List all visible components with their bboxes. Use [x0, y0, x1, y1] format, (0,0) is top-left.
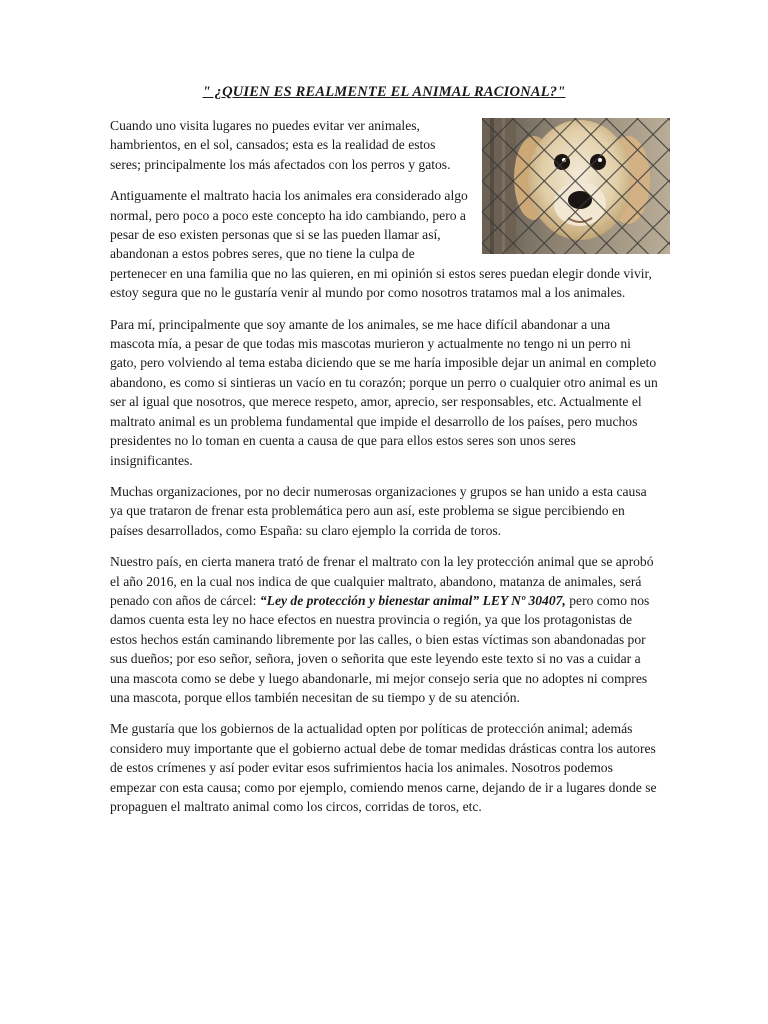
- paragraph-5: [110, 552, 658, 707]
- paragraph-5-before: Nuestro país, en cierta manera trató de frenar el maltrato con la ley protección animal que se aprobó el año 2016, en la cual nos indica de que cualquier maltrato, abandono, matanza de animales, será penado con años de cárcel:: [110, 554, 654, 608]
- paragraph-6: Me gustaría que los gobiernos de la actualidad opten por políticas de protección animal; además considero muy importante que el gobierno actual debe de tomar medidas drásticas contra los autores de estos crímenes y así poder evitar esos sufrimientos hacia los animales. Nosotros podemos empezar con esta causa; como por ejemplo, comiendo menos carne, dejando de ir a lugares donde se propaguen el maltrato animal como los circos, corridas de toros, etc.: [110, 721, 657, 814]
- paragraph-3: Para mí, principalmente que soy amante de los animales, se me hace difícil abandonar a una mascota mía, a pesar de que todas mis mascotas murieron y actualmente no tengo ni un perro ni gato, pero volviendo al tema estaba diciendo que se me haría imposible dejar un animal en completo abandono, es como si sintieras un vacío en tu corazón; porque un perro o cualquier otro animal es un ser al igual que nosotros, que merece respeto, amor, aprecio, ser responsables, etc. Actualmente el maltrato animal es un problema fundamental que impide el desarrollo de los países, pero muchos presidentes no lo toman en cuenta a causa de que para ellos estos seres son unos seres insignificantes.: [110, 316, 658, 468]
- paragraph-4: Muchas organizaciones, por no decir numerosas organizaciones y grupos se han unido a esta causa ya que trataron de frenar esta problemática pero aun así, este problema se sigue percibiendo en países desarrollados, como España: su claro ejemplo la corrida de toros.: [110, 483, 647, 538]
- law-citation: “Ley de protección y bienestar animal” LEY Nº 30407,: [259, 592, 566, 608]
- document-title: " ¿QUIEN ES REALMENTE EL ANIMAL RACIONAL?": [202, 84, 566, 100]
- dog-behind-fence-photo: [482, 118, 670, 254]
- paragraph-2: Antiguamente el maltrato hacia los animales era considerado algo normal, pero poco a poco este concepto ha ido cambiando, pero a pesar de eso existen personas que si se las pueden llamar así, abandonan a estos pobres seres, que no tiene la culpa de pertenecer en una familia que no las quieren, en mi opinión si estos seres puedan elegir donde vivir, estoy segura que no le gustaría venir al mundo por como nosotros tratamos mal a los animales.: [110, 188, 652, 301]
- paragraph-1-text: Cuando uno visita lugares no puedes evitar ver animales, hambrientos, en el sol, cansados; esta es la realidad de estos seres; principalmente los más afectados con los perros y gatos.: [110, 118, 451, 172]
- document-page: [110, 82, 658, 828]
- paragraph-5-after: pero como nos damos cuenta esta ley no hace efectos en nuestra provincia o región, ya que los protagonistas de estos hechos están caminando libremente por las calles, o bien estas víctimas son abandonadas por sus dueños; por eso señor, señora, joven o señorita que este leyendo este texto si no vas a cuidar a una mascota como se debe y luego abandonarle, mi mejor consejo seria que no adoptes ni compres una mascota, porque ellos también necesitan de su tiempo y de su atención.: [110, 592, 650, 705]
- paragraph-1: [110, 116, 658, 174]
